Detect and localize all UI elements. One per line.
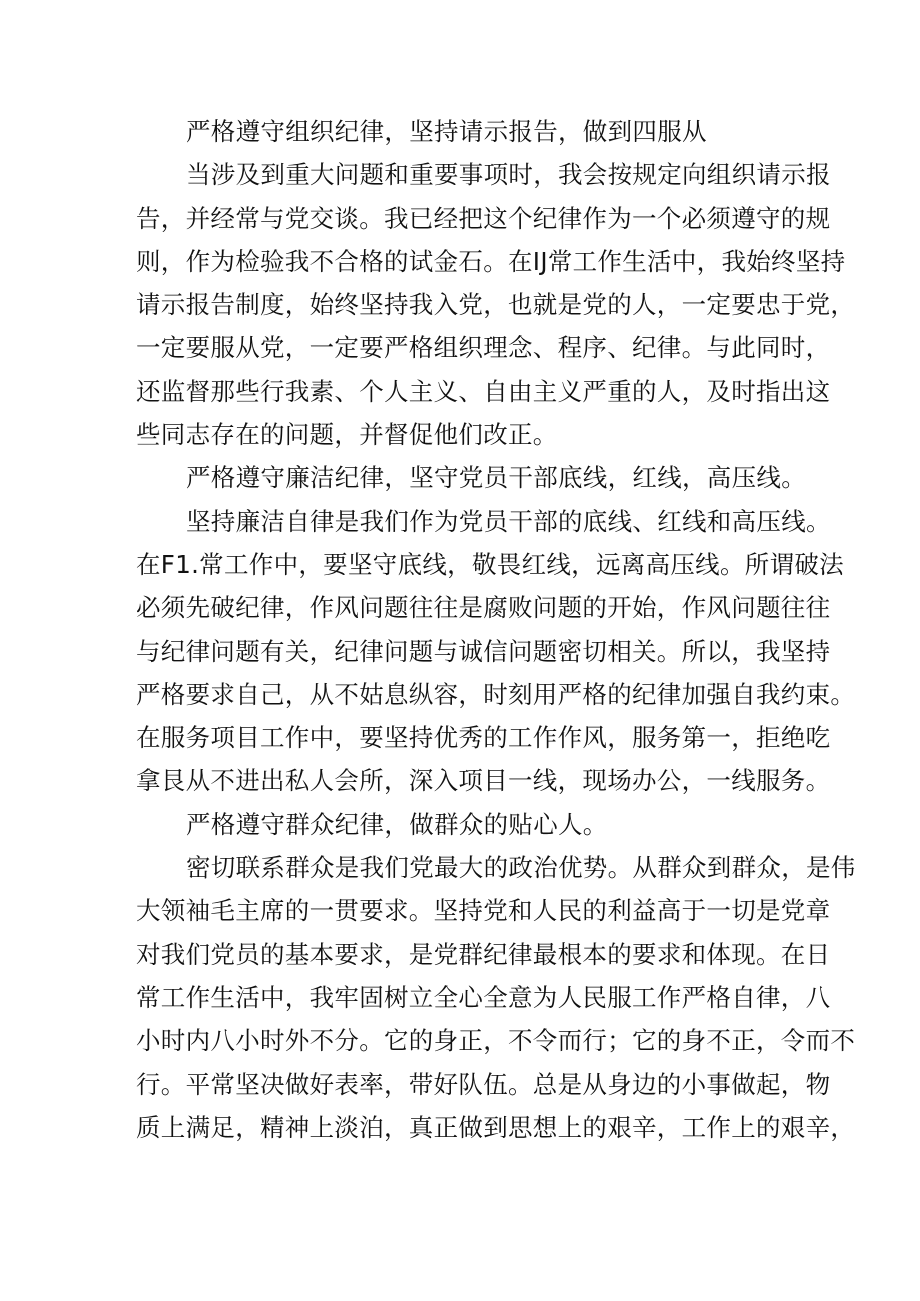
- paragraph-line: 行。平常坚决做好表率，带好队伍。总是从身边的小事做起，物: [136, 1069, 831, 1099]
- paragraph-line: 则，作为检验我不合格的试金石。在IJ常工作生活中，我始终坚持: [136, 246, 846, 276]
- paragraph-line: 告，并经常与党交谈。我已经把这个纪律作为一个必须遵守的规: [136, 203, 831, 233]
- paragraph-line: 常工作生活中，我牢固树立全心全意为人民服工作严格自律，八: [136, 982, 831, 1012]
- paragraph-line: 严格要求自己，从不姑息纵容，时刻用严格的纪律加强自我约束。: [136, 679, 856, 709]
- paragraph-line: 在服务项目工作中，要坚持优秀的工作作风，服务第一，拒绝吃: [136, 723, 831, 753]
- paragraph-line: 在F1.常工作中，要坚守底线，敬畏红线，远离高压线。所谓破法: [136, 549, 844, 579]
- paragraph-line: 与纪律问题有关，纪律问题与诚信问题密切相关。所以，我坚持: [136, 636, 831, 666]
- paragraph-line: 请示报告制度，始终坚持我入党，也就是党的人，一定要忠于党，: [136, 290, 856, 320]
- paragraph-line: 坚持廉洁自律是我们作为党员干部的底线、红线和高压线。: [186, 506, 831, 536]
- heading-organization-discipline: 严格遵守组织纪律，坚持请示报告，做到四服从: [186, 117, 707, 146]
- paragraph-line: 必须先破纪律，作风问题往往是腐败问题的开始，作风问题往往: [136, 593, 831, 623]
- paragraph-line: 对我们党员的基本要求，是党群纪律最根本的要求和体现。在日: [136, 939, 831, 969]
- paragraph-line: 拿艮从不进出私人会所，深入项目一线，现场办公，一线服务。: [136, 766, 831, 796]
- paragraph-line: 质上满足，精神上淡泊，真正做到思想上的艰辛，工作上的艰辛，: [136, 1112, 856, 1142]
- paragraph-line: 还监督那些行我素、个人主义、自由主义严重的人，及时指出这: [136, 376, 831, 406]
- paragraph-line: 小时内八小时外不分。它的身正，不令而行；它的身不正，令而不: [136, 1026, 856, 1056]
- paragraph-line: 大领袖毛主席的一贯要求。坚持党和人民的利益高于一切是党章: [136, 896, 831, 926]
- body-text: [136, 110, 856, 1149]
- heading-mass-discipline: 严格遵守群众纪律，做群众的贴心人。: [186, 809, 608, 839]
- paragraph-line: 密切联系群众是我们党最大的政治优势。从群众到群众，是伟: [186, 853, 856, 883]
- paragraph-line: 一定要服从党，一定要严格组织理念、程序、纪律。与此同时，: [136, 333, 831, 363]
- paragraph-line: 当涉及到重大问题和重要事项时，我会按规定向组织请示报: [186, 160, 831, 190]
- heading-integrity-discipline: 严格遵守廉洁纪律，坚守党员干部底线，红线，高压线。: [186, 463, 806, 493]
- paragraph-line: 些同志存在的问题，并督促他们改正。: [136, 420, 558, 450]
